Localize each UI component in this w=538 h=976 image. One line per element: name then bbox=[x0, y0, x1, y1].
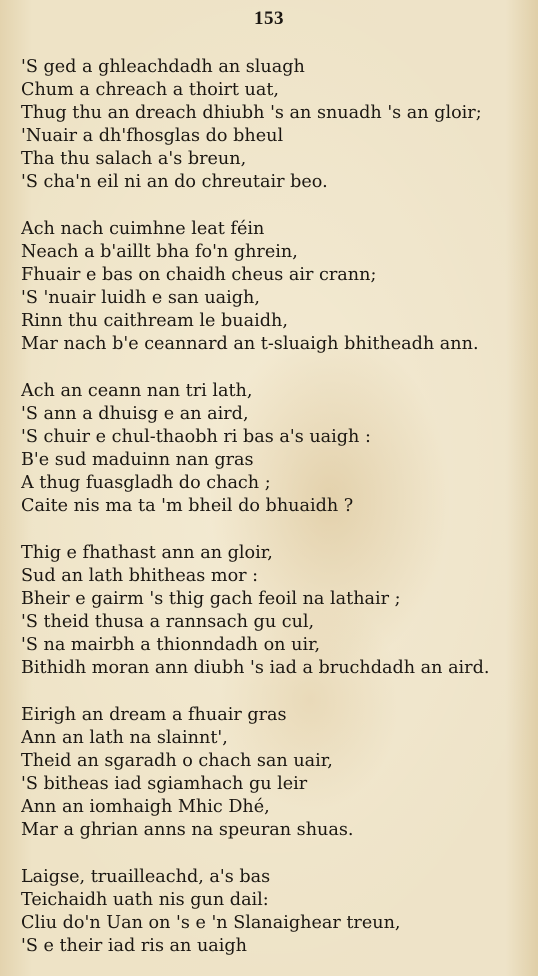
verse-line: Bheir e gairm 's thig gach feoil na lathair ; bbox=[21, 589, 401, 610]
verse-line: A thug fuasgladh do chach ; bbox=[21, 473, 271, 494]
verse-line: Rinn thu caithream le buaidh, bbox=[21, 311, 288, 332]
verse-line: Theid an sgaradh o chach san uair, bbox=[21, 751, 333, 772]
stanza-1 bbox=[21, 56, 526, 195]
verse-line: Mar nach b'e ceannard an t-sluaigh bhitheadh ann. bbox=[21, 334, 479, 355]
verse-line: 'S chuir e chul-thaobh ri bas a's uaigh : bbox=[21, 427, 371, 448]
verse-line: Fhuair e bas on chaidh cheus air crann; bbox=[21, 265, 377, 286]
verse-line: 'Nuair a dh'fhosglas do bheul bbox=[21, 126, 284, 147]
verse-line: 'S ged a ghleachdadh an sluagh bbox=[21, 57, 305, 77]
verse-line: 'S bitheas iad sgiamhach gu leir bbox=[21, 774, 308, 795]
stanza-3 bbox=[21, 380, 526, 519]
verse-line: Ach an ceann nan tri lath, bbox=[21, 381, 253, 401]
verse-line: Eirigh an dream a fhuair gras bbox=[21, 705, 287, 725]
verse-line: Ann an iomhaigh Mhic Dhé, bbox=[21, 797, 270, 818]
stanza-5 bbox=[21, 704, 526, 843]
verse-line: 'S na mairbh a thionndadh on uir, bbox=[21, 635, 321, 656]
verse-line: 'S e their iad ris an uaigh bbox=[21, 936, 248, 957]
verse-line: Teichaidh uath nis gun dail: bbox=[21, 890, 269, 911]
verse-line: 'S 'nuair luidh e san uaigh, bbox=[21, 288, 260, 309]
page-number: 153 bbox=[254, 8, 284, 29]
verse-line: Laigse, truailleachd, a's bas bbox=[21, 867, 271, 887]
stanza-6 bbox=[21, 866, 526, 958]
stanza-2 bbox=[21, 218, 526, 357]
verse-line: Mar a ghrian anns na speuran shuas. bbox=[21, 820, 354, 841]
verse-line: Ann an lath na slainnt', bbox=[21, 728, 228, 749]
verse-line: Tha thu salach a's breun, bbox=[21, 149, 247, 170]
verse-line: Bithidh moran ann diubh 's iad a bruchdadh an aird. bbox=[21, 658, 490, 679]
verse-line: Thug thu an dreach dhiubh 's an snuadh 's an gloir; bbox=[21, 103, 482, 124]
stanza-4 bbox=[21, 542, 526, 681]
verse-line: Thig e fhathast ann an gloir, bbox=[21, 543, 273, 563]
verse-line: Chum a chreach a thoirt uat, bbox=[21, 80, 280, 101]
verse-line: 'S cha'n eil ni an do chreutair beo. bbox=[21, 172, 328, 193]
verse-line: 'S theid thusa a rannsach gu cul, bbox=[21, 612, 315, 633]
verse-line: Cliu do'n Uan on 's e 'n Slanaighear treun, bbox=[21, 913, 401, 934]
verse-line: 'S ann a dhuisg e an aird, bbox=[21, 404, 249, 425]
verse-line: Ach nach cuimhne leat féin bbox=[21, 219, 265, 239]
verse-line: Sud an lath bhitheas mor : bbox=[21, 566, 259, 587]
verse-line: B'e sud maduinn nan gras bbox=[21, 450, 254, 471]
verse-line: Neach a b'aillt bha fo'n ghrein, bbox=[21, 242, 298, 263]
verse-line: Caite nis ma ta 'm bheil do bhuaidh ? bbox=[21, 496, 354, 517]
